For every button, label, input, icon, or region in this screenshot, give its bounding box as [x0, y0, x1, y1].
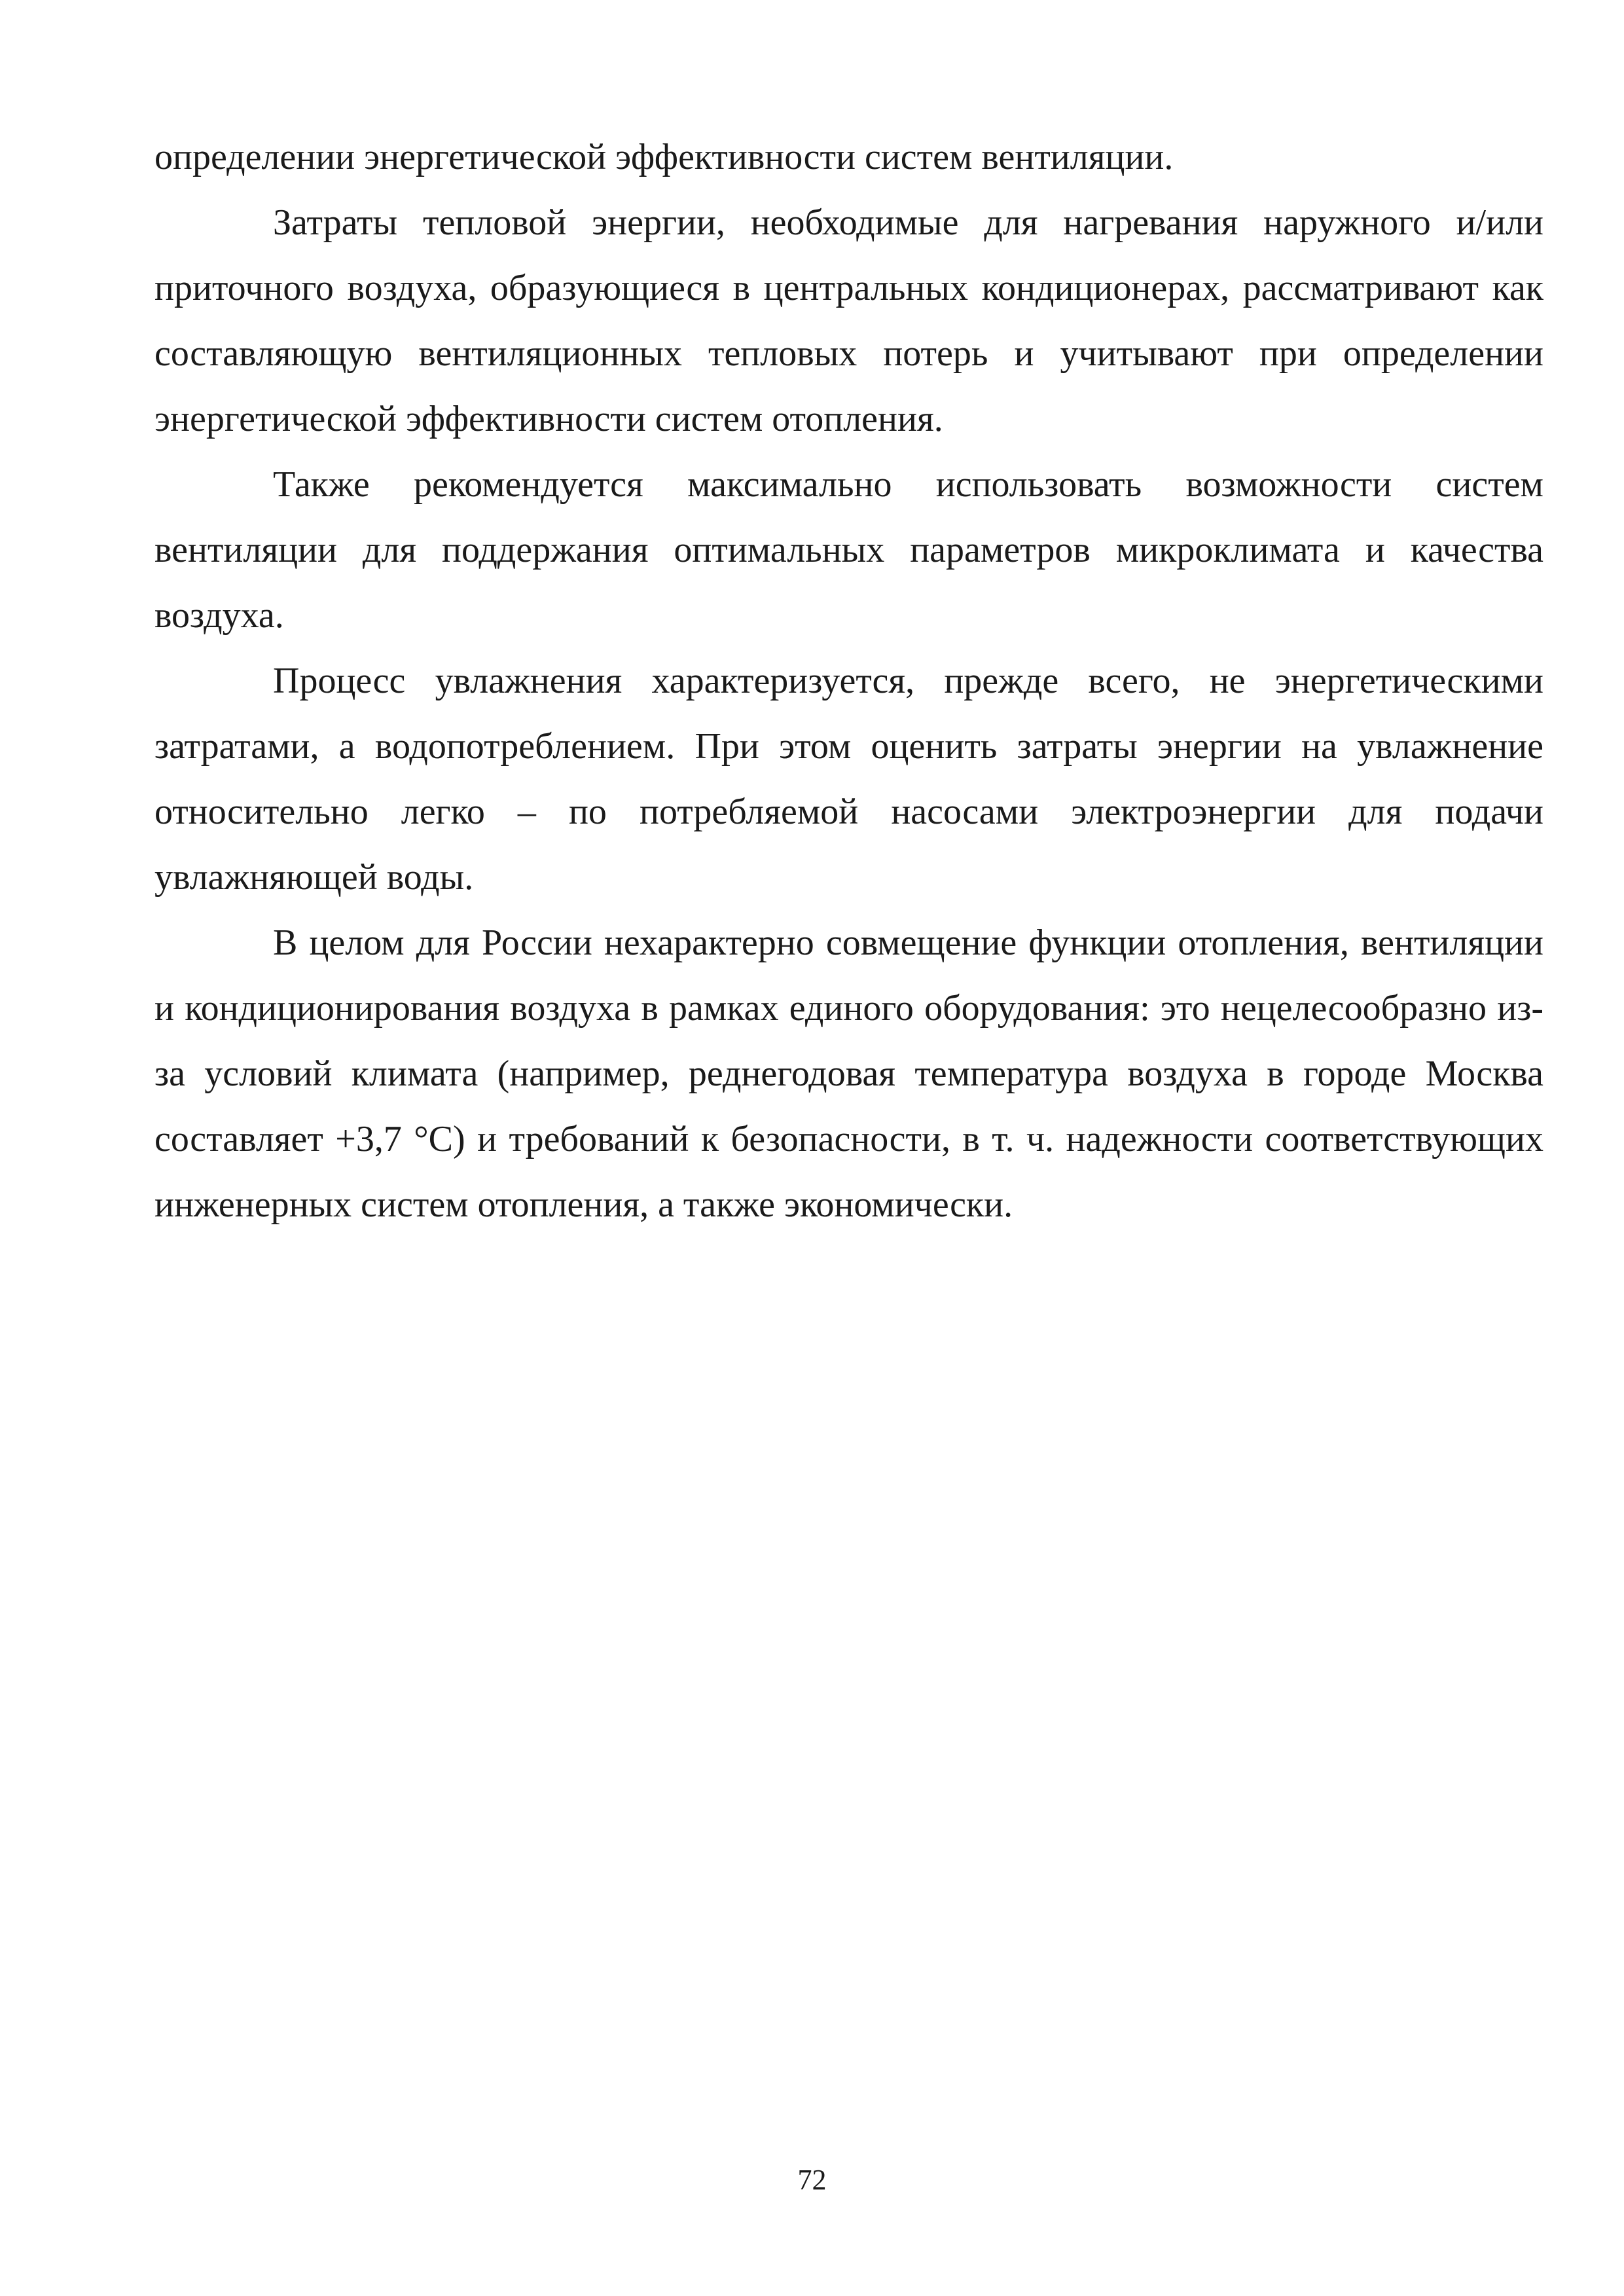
paragraph-ventilation-recommendation: Также рекомендуется максимально использовать возможности систем вентиляции для поддержания оптимальных параметров микроклимата и качества воздуха.: [154, 464, 1543, 636]
paragraph-russia-hvac: В целом для России нехарактерно совмещение функции отопления, вентиляции и кондиционирования воздуха в рамках единого оборудования: это нецелесообразно из-за условий климата (например, реднегодовая температура воздуха в городе Москва составляет +3,7 °С) и требований к безопасности, в т. ч. надежности соответствующих инженерных систем отопления, а также экономически.: [154, 922, 1543, 1225]
paragraph-humidification: Процесс увлажнения характеризуется, прежде всего, не энергетическими затратами, а водопотреблением. При этом оценить затраты энергии на увлажнение относительно легко – по потребляемой насосами электроэнергии для подачи увлажняющей воды.: [154, 661, 1543, 898]
body-text: [154, 124, 1543, 1237]
paragraph-continued: определении энергетической эффективности систем вентиляции.: [154, 137, 1174, 177]
paragraph-heat-energy-costs: Затраты тепловой энергии, необходимые для нагревания наружного и/или приточного воздуха, образующиеся в центральных кондиционерах, рассматривают как составляющую вентиляционных тепловых потерь и учитывают при определении энергетической эффективности систем отопления.: [154, 202, 1543, 439]
page-number: 72: [797, 2164, 827, 2196]
